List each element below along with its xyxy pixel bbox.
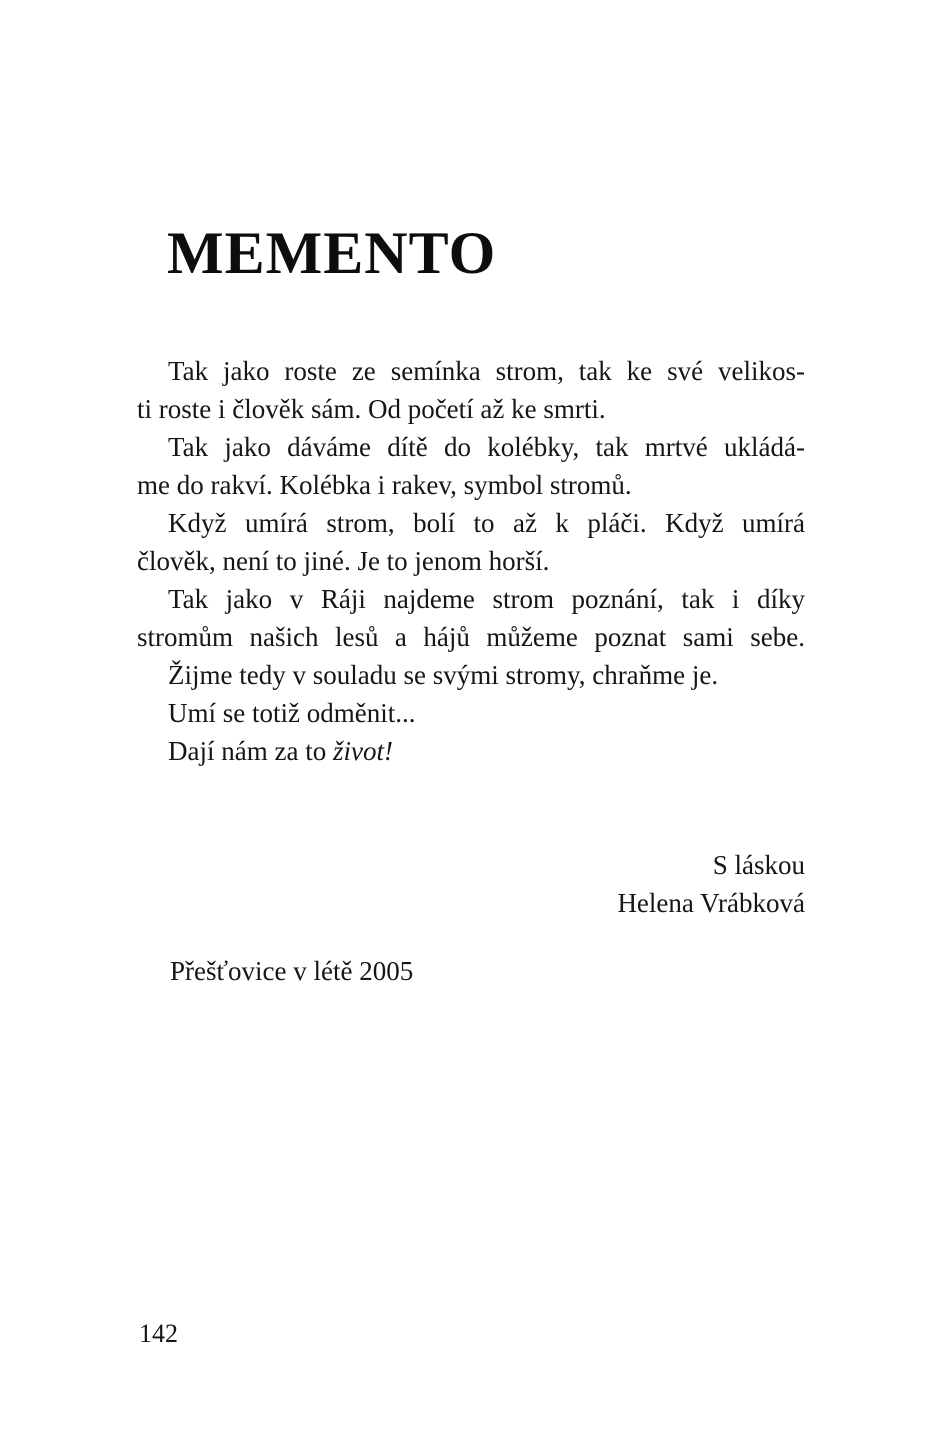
text-line <box>137 618 805 656</box>
text-line <box>137 390 805 428</box>
signature-block <box>137 846 805 922</box>
text-line <box>137 352 805 390</box>
italic-emphasis: život! <box>332 736 393 766</box>
text-line <box>137 694 805 732</box>
text-line-content: Umí se totiž odměnit... <box>168 698 416 728</box>
text-line <box>137 542 805 580</box>
text-line-content: Tak jako roste ze semínka strom, tak ke své velikos- <box>168 356 805 386</box>
text-line <box>137 656 805 694</box>
signature-name: Helena Vrábková <box>617 888 805 918</box>
text-line <box>137 428 805 466</box>
text-line <box>137 504 805 542</box>
text-line <box>137 580 805 618</box>
text-line-content: Tak jako dáváme dítě do kolébky, tak mrtvé ukládá- <box>168 432 805 462</box>
text-line-content: Žijme tedy v souladu se svými stromy, chraňme je. <box>168 660 719 690</box>
text-line <box>137 466 805 504</box>
page-number: 142 <box>139 1319 178 1348</box>
dateline: Přešťovice v létě 2005 <box>170 956 414 986</box>
chapter-title: MEMENTO <box>167 220 497 286</box>
text-line-content: Tak jako v Ráji najdeme strom poznání, tak i díky <box>168 584 805 614</box>
text-line-content: Když umírá strom, bolí to až k pláči. Když umírá <box>168 508 805 538</box>
text-line-content: ti roste i člověk sám. Od početí až ke smrti. <box>137 394 606 424</box>
body-text <box>137 352 805 770</box>
text-line-content: stromům našich lesů a hájů můžeme poznat sami sebe. <box>137 622 805 652</box>
text-line-content: Dají nám za to <box>168 736 333 766</box>
text-line <box>137 732 805 770</box>
signature-closing: S láskou <box>712 850 805 880</box>
text-line-content: me do rakví. Kolébka i rakev, symbol stromů. <box>137 470 632 500</box>
text-line-content: člověk, není to jiné. Je to jenom horší. <box>137 546 550 576</box>
